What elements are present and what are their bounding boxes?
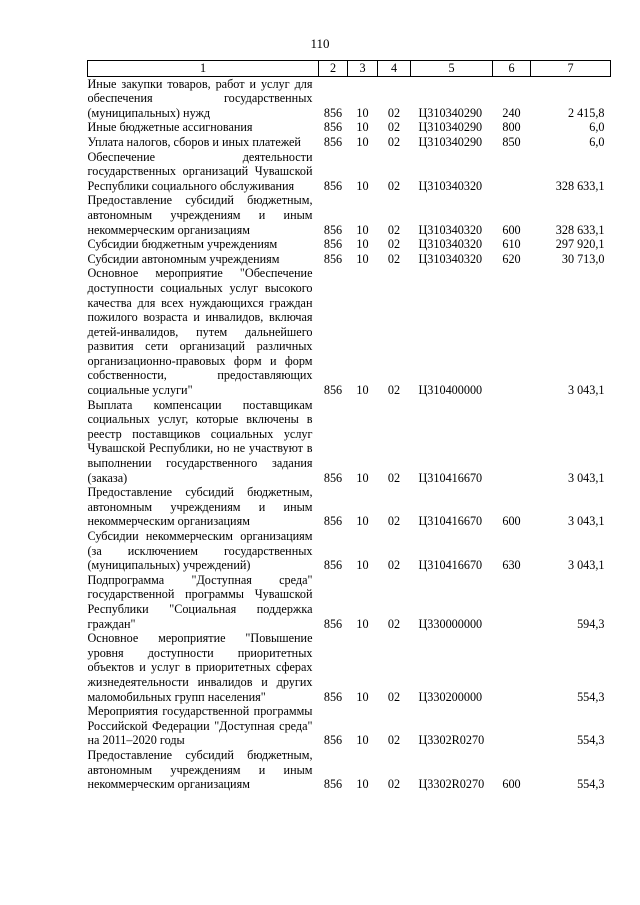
table-row bbox=[88, 252, 611, 267]
row-expense-type: 600 bbox=[502, 777, 521, 792]
row-name: Субсидии автономным учреждениям bbox=[87, 251, 280, 266]
row-ministry-code: 856 bbox=[323, 178, 343, 193]
row-ministry-code: 856 bbox=[323, 558, 343, 573]
table-row bbox=[88, 193, 611, 237]
row-section-code: 10 bbox=[356, 120, 369, 135]
row-target-article: Ц310340290 bbox=[418, 120, 483, 135]
row-section-code: 10 bbox=[356, 134, 369, 149]
row-expense-type bbox=[493, 704, 531, 748]
row-amount: 594,3 bbox=[577, 616, 605, 631]
table-row bbox=[88, 573, 611, 631]
row-name: Уплата налогов, сборов и иных платежей bbox=[87, 134, 301, 149]
row-section-code: 10 bbox=[356, 514, 369, 529]
row-expense-type bbox=[493, 398, 531, 486]
row-ministry-code: 856 bbox=[323, 383, 343, 398]
row-target-article: Ц310400000 bbox=[418, 383, 483, 398]
column-header-ministry: 2 bbox=[319, 61, 348, 77]
row-expense-type: 600 bbox=[502, 514, 521, 529]
row-subsection-code: 02 bbox=[387, 383, 401, 398]
table-header-row bbox=[88, 61, 611, 77]
row-subsection-code: 02 bbox=[387, 251, 401, 266]
row-subsection-code: 02 bbox=[387, 105, 401, 120]
row-target-article: Ц310340290 bbox=[418, 105, 483, 120]
table-row bbox=[88, 398, 611, 486]
row-name: Выплата компенсации поставщикам социальных услуг, которые включены в реестр поставщиков социальных услуг Чувашской Республики, но не участвуют в выполнении государственного задания (заказа) bbox=[87, 397, 313, 485]
row-amount: 328 633,1 bbox=[555, 178, 605, 193]
row-subsection-code: 02 bbox=[387, 120, 401, 135]
row-target-article: Ц310416670 bbox=[418, 558, 483, 573]
row-expense-type: 600 bbox=[502, 222, 521, 237]
table-row bbox=[88, 631, 611, 704]
table-row bbox=[88, 135, 611, 150]
row-amount: 554,3 bbox=[577, 777, 605, 792]
row-amount: 6,0 bbox=[589, 120, 605, 135]
row-target-article: Ц310340320 bbox=[418, 237, 483, 252]
row-subsection-code: 02 bbox=[387, 777, 401, 792]
row-amount: 3 043,1 bbox=[567, 470, 605, 485]
row-subsection-code: 02 bbox=[387, 222, 401, 237]
row-amount: 297 920,1 bbox=[555, 237, 605, 252]
row-expense-type bbox=[493, 631, 531, 704]
table-row bbox=[88, 237, 611, 252]
row-subsection-code: 02 bbox=[387, 733, 401, 748]
table-row bbox=[88, 704, 611, 748]
row-expense-type bbox=[493, 266, 531, 397]
row-target-article: Ц310340320 bbox=[418, 222, 483, 237]
table-row bbox=[88, 266, 611, 397]
column-header-section: 3 bbox=[348, 61, 378, 77]
row-expense-type bbox=[493, 150, 531, 194]
row-section-code: 10 bbox=[356, 616, 369, 631]
row-name: Иные закупки товаров, работ и услуг для обеспечения государственных (муниципальных) нужд bbox=[87, 76, 313, 120]
row-ministry-code: 856 bbox=[323, 251, 343, 266]
row-target-article: Ц330200000 bbox=[418, 689, 483, 704]
row-subsection-code: 02 bbox=[387, 178, 401, 193]
row-ministry-code: 856 bbox=[323, 120, 343, 135]
row-ministry-code: 856 bbox=[323, 134, 343, 149]
row-amount: 30 713,0 bbox=[561, 251, 605, 266]
row-amount: 3 043,1 bbox=[567, 558, 605, 573]
row-amount: 554,3 bbox=[577, 689, 605, 704]
row-section-code: 10 bbox=[356, 470, 369, 485]
row-expense-type: 610 bbox=[502, 237, 521, 252]
row-section-code: 10 bbox=[356, 558, 369, 573]
row-subsection-code: 02 bbox=[387, 470, 401, 485]
row-name: Субсидии некоммерческим организациям (за исключением государственных (муниципальных) учреждений) bbox=[87, 529, 313, 573]
column-header-target-article: 5 bbox=[411, 61, 493, 77]
row-section-code: 10 bbox=[356, 383, 369, 398]
row-target-article: Ц310416670 bbox=[418, 514, 483, 529]
row-amount: 6,0 bbox=[589, 134, 605, 149]
row-ministry-code: 856 bbox=[323, 514, 343, 529]
row-target-article: Ц3302R0270 bbox=[418, 777, 485, 792]
row-ministry-code: 856 bbox=[323, 616, 343, 631]
row-expense-type: 630 bbox=[502, 558, 521, 573]
page-number: 110 bbox=[310, 36, 330, 51]
row-ministry-code: 856 bbox=[323, 470, 343, 485]
column-header-amount: 7 bbox=[531, 61, 611, 77]
row-section-code: 10 bbox=[356, 733, 369, 748]
row-name: Предоставление субсидий бюджетным, автономным учреждениям и иным некоммерческим организациям bbox=[87, 193, 313, 237]
row-ministry-code: 856 bbox=[323, 777, 343, 792]
row-subsection-code: 02 bbox=[387, 134, 401, 149]
row-section-code: 10 bbox=[356, 222, 369, 237]
table-row bbox=[88, 120, 611, 135]
row-name: Мероприятия государственной программы Российской Федерации "Доступная среда" на 2011–2020 годы bbox=[87, 704, 313, 748]
row-name: Основное мероприятие "Обеспечение доступности социальных услуг высокого качества для всех нуждающихся граждан пожилого возраста и инвалидов, включая детей-инвалидов, путем дальнейшего развития сети организаций различных организационно-правовых форм и форм собственности, предоставляющих социальные услуги" bbox=[87, 266, 313, 398]
row-ministry-code: 856 bbox=[323, 105, 343, 120]
row-target-article: Ц330000000 bbox=[418, 616, 483, 631]
row-subsection-code: 02 bbox=[387, 616, 401, 631]
table-row bbox=[88, 150, 611, 194]
column-header-name: 1 bbox=[88, 61, 319, 77]
row-target-article: Ц310340320 bbox=[418, 178, 483, 193]
row-section-code: 10 bbox=[356, 178, 369, 193]
row-expense-type bbox=[493, 573, 531, 631]
row-section-code: 10 bbox=[356, 777, 369, 792]
column-header-subsection: 4 bbox=[378, 61, 411, 77]
row-section-code: 10 bbox=[356, 251, 369, 266]
row-section-code: 10 bbox=[356, 105, 369, 120]
row-target-article: Ц310340290 bbox=[418, 134, 483, 149]
row-target-article: Ц3302R0270 bbox=[418, 733, 485, 748]
row-name: Предоставление субсидий бюджетным, автономным учреждениям и иным некоммерческим организациям bbox=[87, 747, 313, 792]
row-subsection-code: 02 bbox=[387, 237, 401, 252]
row-name: Предоставление субсидий бюджетным, автономным учреждениям и иным некоммерческим организациям bbox=[87, 485, 313, 529]
row-section-code: 10 bbox=[356, 237, 369, 252]
row-subsection-code: 02 bbox=[387, 558, 401, 573]
column-header-expense-type: 6 bbox=[493, 61, 531, 77]
row-target-article: Ц310340320 bbox=[418, 251, 483, 266]
row-expense-type: 850 bbox=[502, 134, 521, 149]
table-row bbox=[88, 485, 611, 529]
row-name: Основное мероприятие "Повышение уровня доступности приоритетных объектов и услуг в приоритетных сферах жизнедеятельности инвалидов и других маломобильных групп населения" bbox=[87, 631, 313, 704]
row-expense-type: 800 bbox=[502, 120, 521, 135]
row-name: Обеспечение деятельности государственных организаций Чувашской Республики социального обслуживания bbox=[87, 149, 313, 193]
row-amount: 328 633,1 bbox=[555, 222, 605, 237]
row-section-code: 10 bbox=[356, 689, 369, 704]
row-ministry-code: 856 bbox=[323, 689, 343, 704]
row-name: Субсидии бюджетным учреждениям bbox=[87, 237, 278, 252]
row-amount: 3 043,1 bbox=[567, 383, 605, 398]
budget-table bbox=[87, 60, 611, 792]
row-amount: 2 415,8 bbox=[567, 105, 605, 120]
row-target-article: Ц310416670 bbox=[418, 470, 483, 485]
row-expense-type: 620 bbox=[502, 251, 521, 266]
table-row bbox=[88, 748, 611, 792]
row-expense-type: 240 bbox=[502, 105, 521, 120]
row-ministry-code: 856 bbox=[323, 222, 343, 237]
row-ministry-code: 856 bbox=[323, 237, 343, 252]
table-row bbox=[88, 76, 611, 120]
row-subsection-code: 02 bbox=[387, 689, 401, 704]
table-row bbox=[88, 529, 611, 573]
row-name: Иные бюджетные ассигнования bbox=[87, 120, 253, 135]
row-amount: 554,3 bbox=[577, 733, 605, 748]
row-subsection-code: 02 bbox=[387, 514, 401, 529]
row-amount: 3 043,1 bbox=[567, 514, 605, 529]
row-name: Подпрограмма "Доступная среда" государственной программы Чувашской Республики "Социальная поддержка граждан" bbox=[87, 572, 313, 631]
row-ministry-code: 856 bbox=[323, 733, 343, 748]
